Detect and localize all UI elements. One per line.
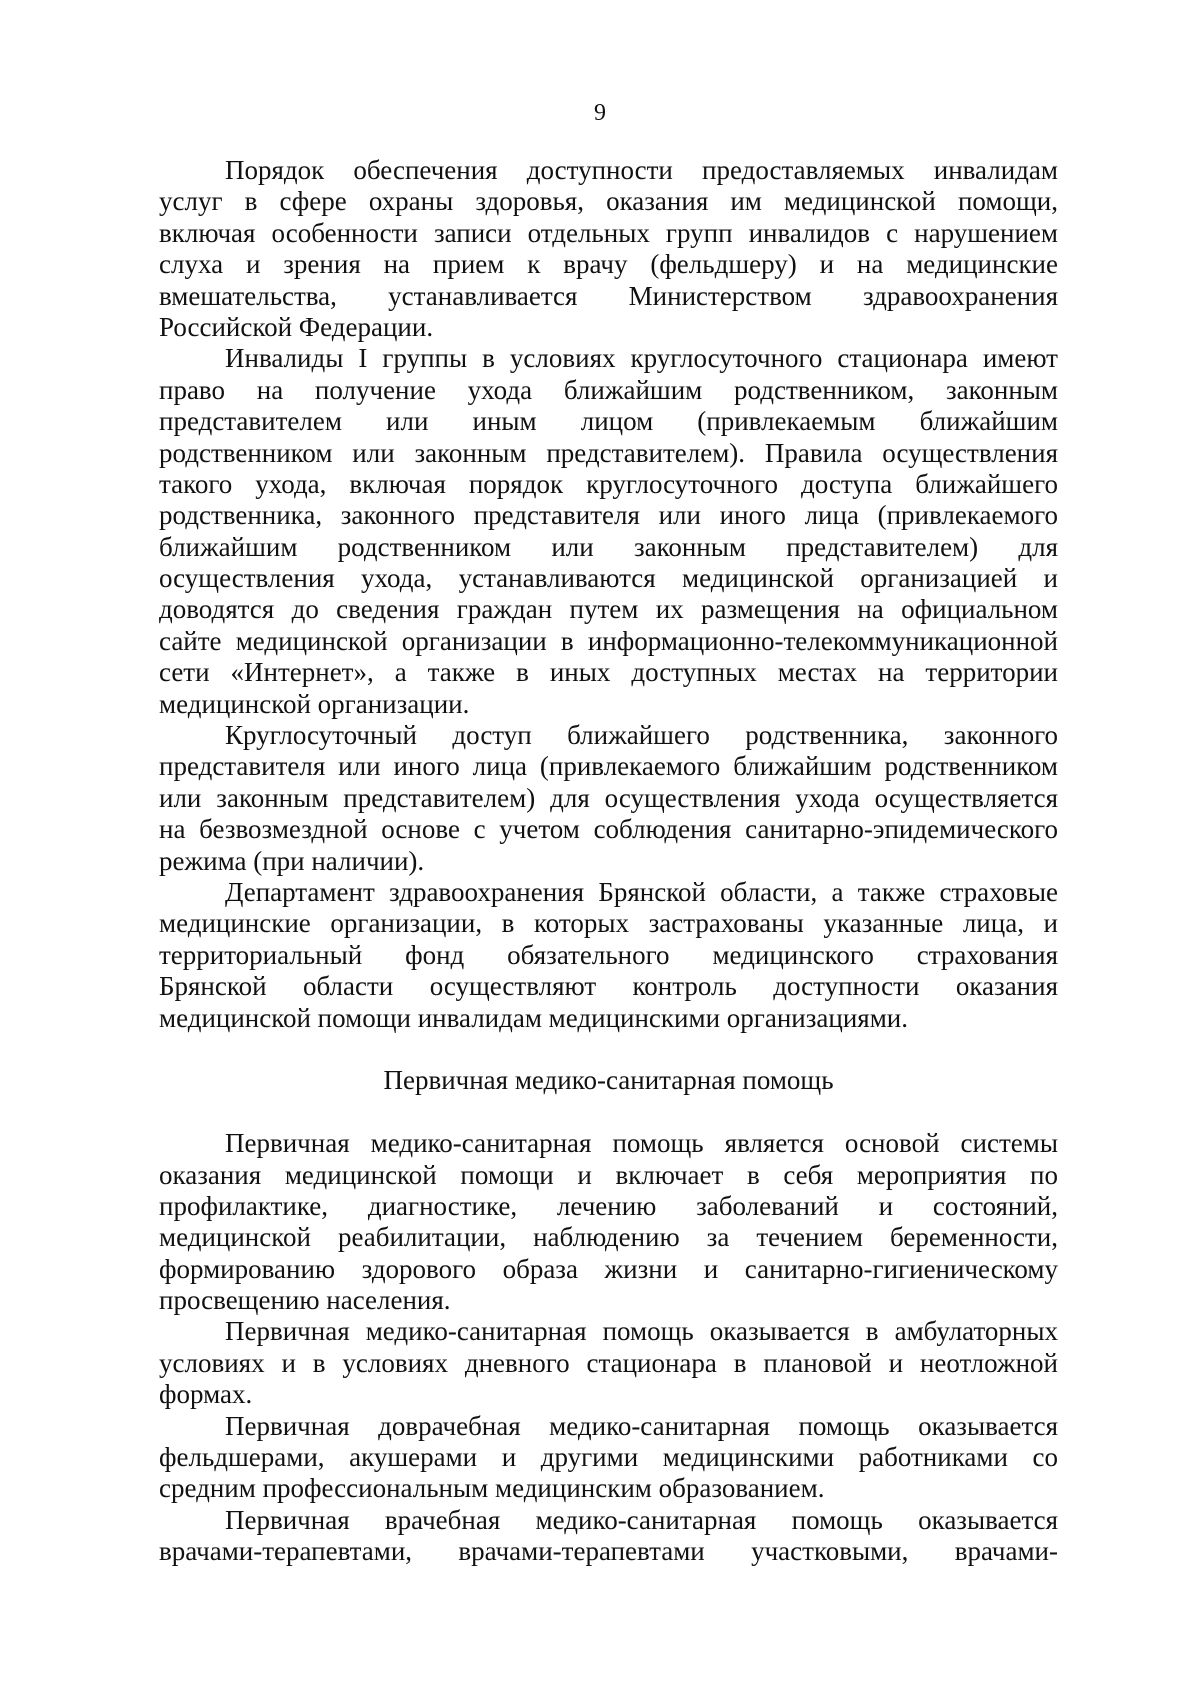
text-line: Первичная медико-санитарная помощь является основой системы bbox=[225, 1128, 1058, 1159]
text-line: представителем или иным лицом (привлекаемым ближайшим bbox=[159, 406, 1058, 437]
text-line: на безвозмездной основе с учетом соблюдения санитарно-эпидемического bbox=[159, 814, 1058, 845]
paragraph bbox=[159, 343, 1058, 720]
text-line: или законным представителем) для осуществления ухода осуществляется bbox=[159, 782, 1058, 813]
text-line: Первичная доврачебная медико-санитарная помощь оказывается bbox=[225, 1410, 1058, 1441]
text-line: сети «Интернет», а также в иных доступных местах на территории bbox=[159, 657, 1058, 688]
paragraph bbox=[159, 155, 1058, 343]
text-line: формированию здорового образа жизни и санитарно-гигиеническому bbox=[159, 1253, 1058, 1284]
paragraph bbox=[159, 1128, 1058, 1316]
text-line: Первичная врачебная медико-санитарная помощь оказывается bbox=[225, 1504, 1058, 1535]
text-line: ближайшим родственником или законным представителем) для bbox=[159, 531, 1058, 562]
text-line: медицинской организации. bbox=[159, 688, 470, 719]
text-line: такого ухода, включая порядок круглосуточного доступа ближайшего bbox=[159, 468, 1058, 499]
text-line: слуха и зрения на прием к врачу (фельдшеру) и на медицинские bbox=[159, 249, 1058, 280]
text-line: оказания медицинской помощи и включает в себя мероприятия по bbox=[159, 1159, 1058, 1190]
paragraph bbox=[159, 720, 1058, 877]
paragraph bbox=[159, 1316, 1058, 1410]
text-line: Круглосуточный доступ ближайшего родственника, законного bbox=[225, 720, 1058, 751]
text-line: сайте медицинской организации в информационно-телекоммуникационной bbox=[159, 625, 1058, 656]
document-body bbox=[159, 155, 1058, 1568]
page-number: 9 bbox=[594, 100, 606, 126]
text-line: доводятся до сведения граждан путем их размещения на официальном bbox=[159, 594, 1058, 625]
text-line: просвещению населения. bbox=[159, 1285, 451, 1316]
text-line: Российской Федерации. bbox=[159, 311, 434, 342]
text-line: Первичная медико-санитарная помощь оказывается в амбулаторных bbox=[225, 1316, 1058, 1347]
text-line: средним профессиональным медицинским образованием. bbox=[159, 1473, 825, 1504]
paragraph bbox=[159, 877, 1058, 1034]
paragraph bbox=[159, 1411, 1058, 1505]
text-line: родственником или законным представителем). Правила осуществления bbox=[159, 437, 1058, 468]
text-line: услуг в сфере охраны здоровья, оказания им медицинской помощи, bbox=[159, 186, 1058, 217]
text-line: Инвалиды I группы в условиях круглосуточного стационара имеют bbox=[225, 343, 1058, 374]
text-line: осуществления ухода, устанавливаются медицинской организацией и bbox=[159, 563, 1058, 594]
text-line: Департамент здравоохранения Брянской области, а также страховые bbox=[225, 876, 1058, 907]
text-line: Брянской области осуществляют контроль доступности оказания bbox=[159, 971, 1058, 1002]
text-line: право на получение ухода ближайшим родственником, законным bbox=[159, 374, 1058, 405]
text-line: представителя или иного лица (привлекаемого ближайшим родственником bbox=[159, 751, 1058, 782]
text-line: включая особенности записи отдельных групп инвалидов с нарушением bbox=[159, 217, 1058, 248]
paragraph bbox=[159, 1505, 1058, 1568]
section-heading: Первичная медико-санитарная помощь bbox=[383, 1065, 834, 1096]
text-line: территориальный фонд обязательного медицинского страхования bbox=[159, 939, 1058, 970]
text-line: условиях и в условиях дневного стационара в плановой и неотложной bbox=[159, 1347, 1058, 1378]
text-line: режима (при наличии). bbox=[159, 845, 425, 876]
text-line: врачами-терапевтами, врачами-терапевтами участковыми, врачами- bbox=[159, 1536, 1058, 1567]
text-line: профилактике, диагностике, лечению заболеваний и состояний, bbox=[159, 1190, 1058, 1221]
text-line: медицинской реабилитации, наблюдению за течением беременности, bbox=[159, 1222, 1058, 1253]
text-line: фельдшерами, акушерами и другими медицинскими работниками со bbox=[159, 1442, 1058, 1473]
text-line: формах. bbox=[159, 1379, 253, 1410]
text-line: медицинские организации, в которых застрахованы указанные лица, и bbox=[159, 908, 1058, 939]
text-line: медицинской помощи инвалидам медицинскими организациями. bbox=[159, 1002, 908, 1033]
text-line: вмешательства, устанавливается Министерством здравоохранения bbox=[159, 280, 1058, 311]
text-line: родственника, законного представителя или иного лица (привлекаемого bbox=[159, 500, 1058, 531]
text-line: Порядок обеспечения доступности предоставляемых инвалидам bbox=[225, 155, 1058, 185]
